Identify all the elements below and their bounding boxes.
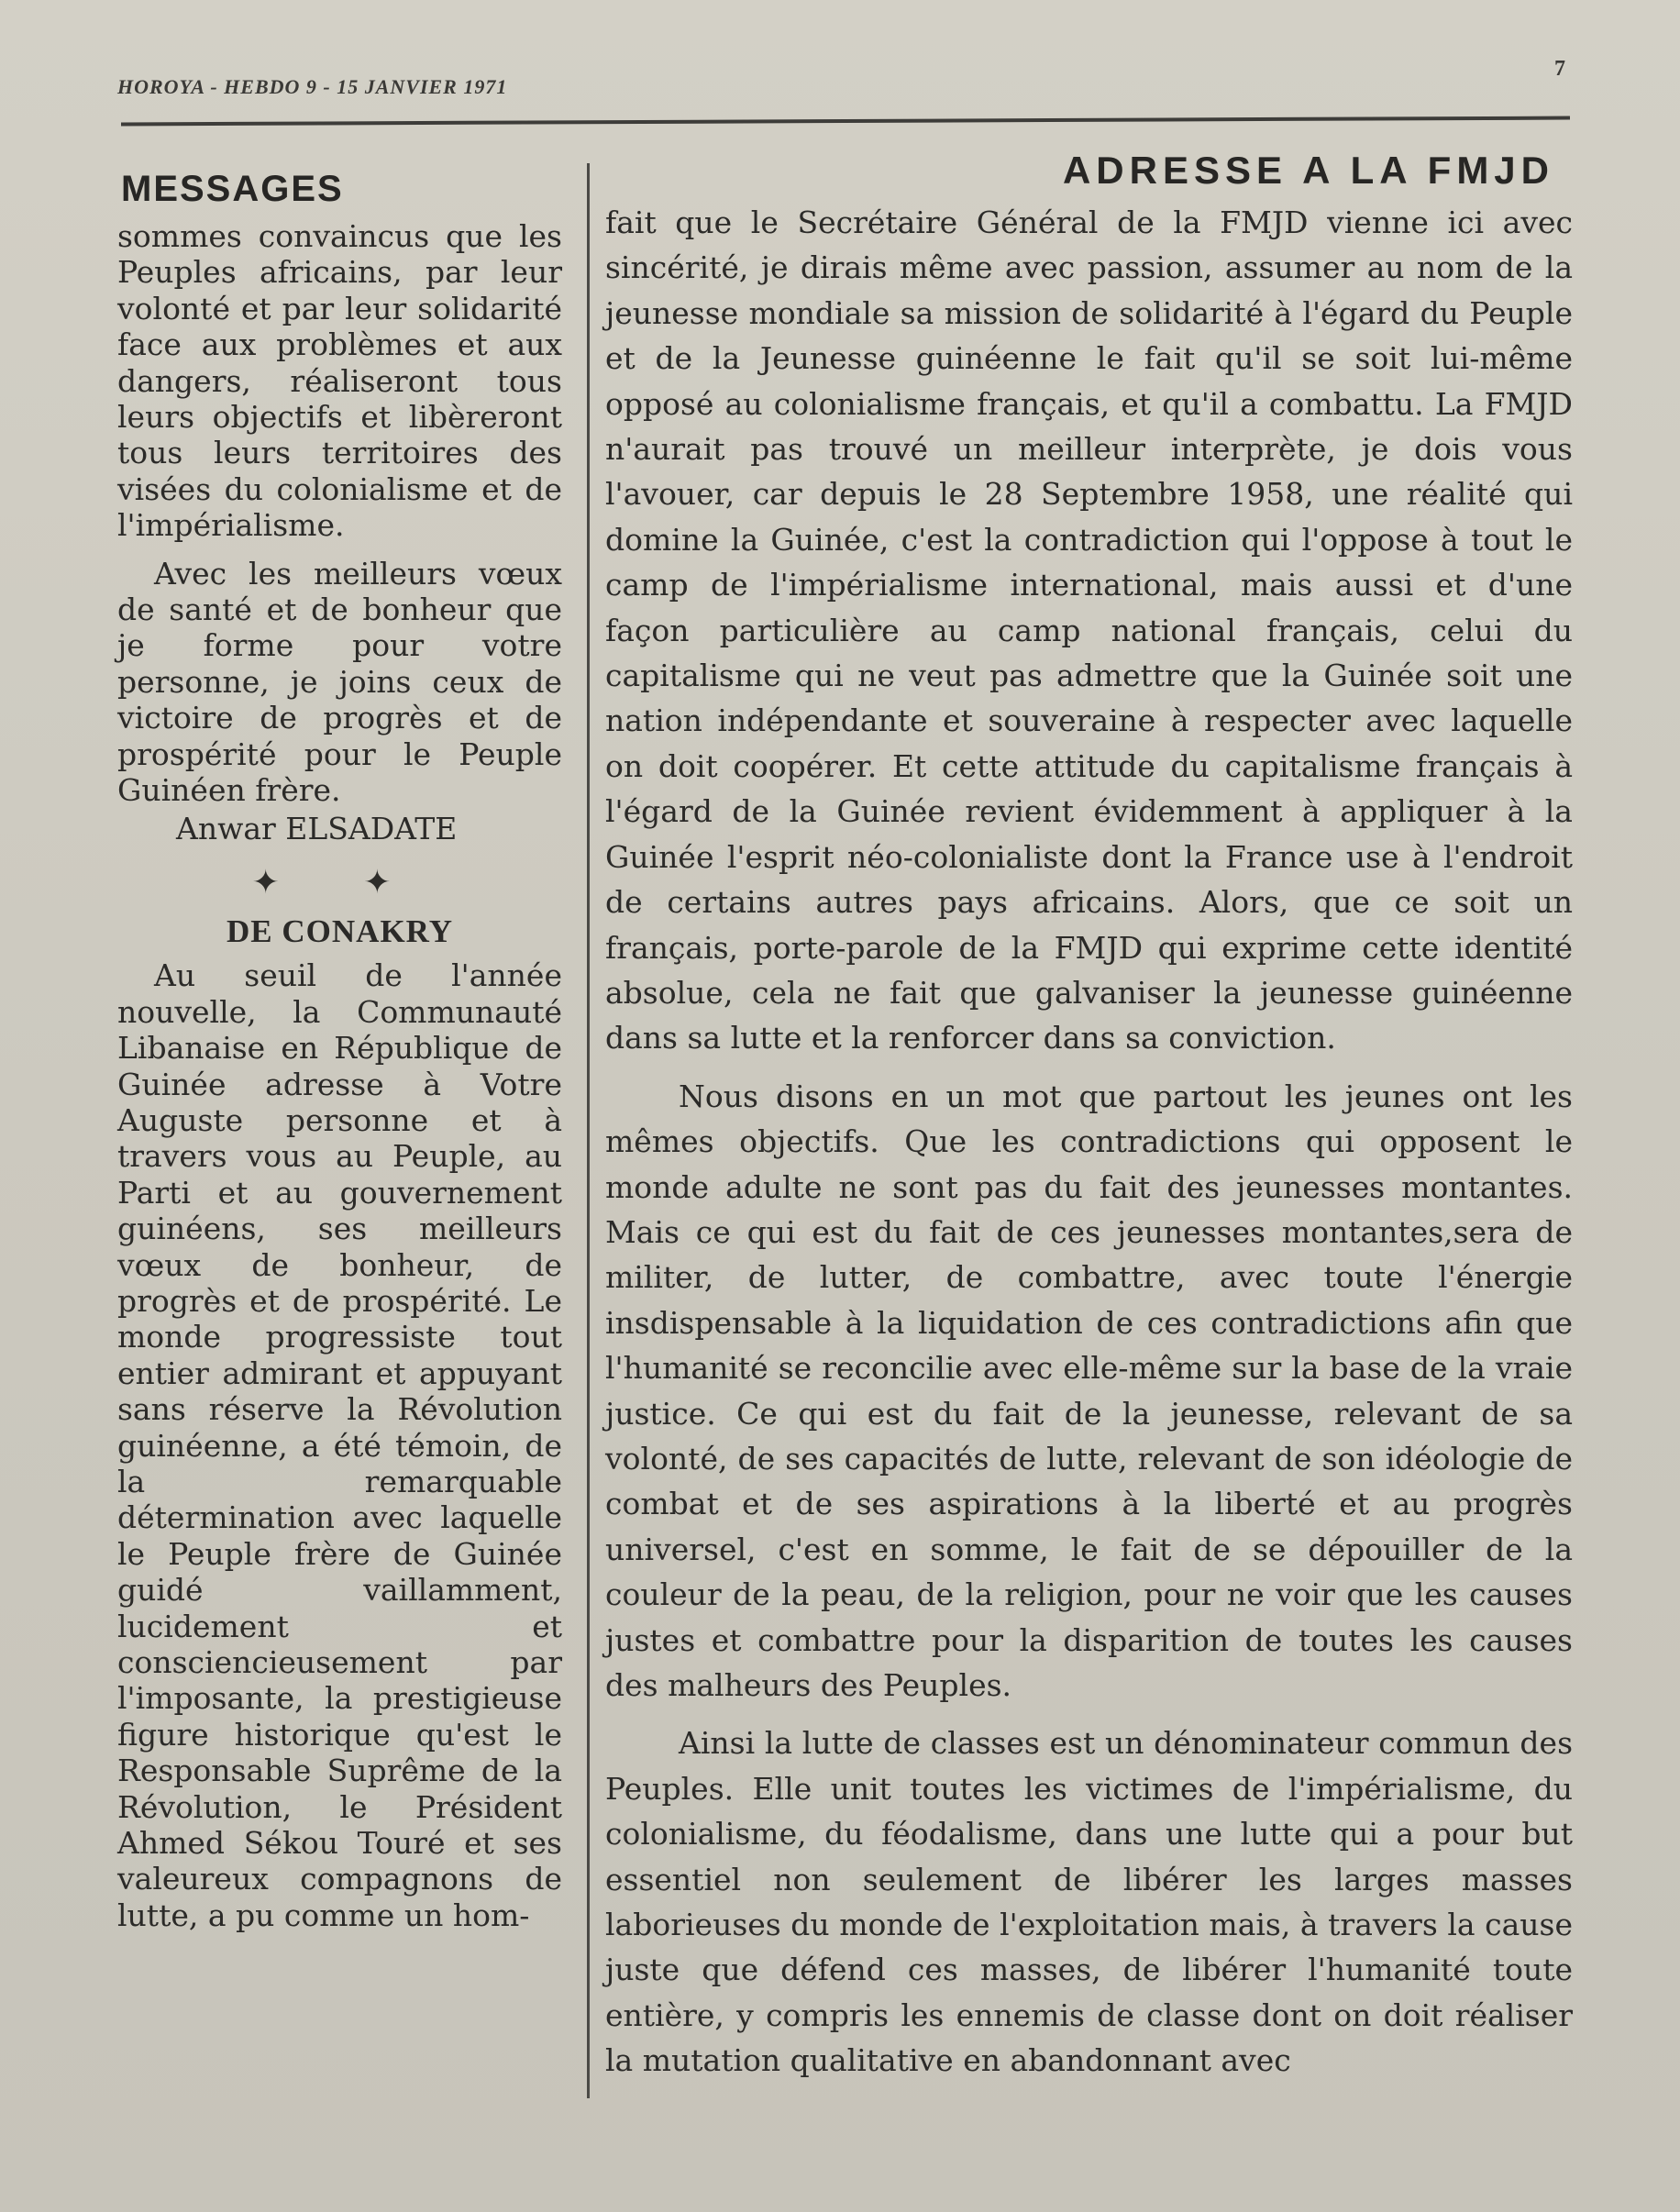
fmjd-title: ADRESSE A LA FMJD	[1062, 149, 1554, 192]
messages-paragraph-1: sommes convaincus que les Peuples africains, par leur volonté et par leur solidarité face aux problèmes et aux dangers, réaliseront tous leurs objectifs et libèreront tous leurs territoires des visées du colonialisme et de l'impérialisme.	[117, 218, 562, 544]
header-title: HOROYA - HEBDO 9 - 15 JANVIER 1971	[117, 75, 508, 98]
conakry-subheading: DE CONAKRY	[227, 913, 453, 950]
fmjd-paragraph-2: Nous disons en un mot que partout les jeunes ont les mêmes objectifs. Que les contradictions qui opposent le monde adulte ne sont pas du fait des jeunesses montantes. Mais ce qui est du fait de ces jeunesses montantes,sera de militer, de lutter, de combattre, avec toute l'énergie insdispensable à la liquidation de ces contradictions afin que l'humanité se reconcilie avec elle-même sur la base de la vraie justice. Ce qui est du fait de la jeunesse, relevant de sa volonté, de ses capacités de lutte, relevant de son idéologie de combat et de ses aspirations à la liberté et au progrès universel, c'est en somme, le fait de se dépouiller de la couleur de la peau, de la religion, pour ne voir que les causes justes et combattre pour la disparition de toutes les causes des malheurs des Peuples.	[605, 1078, 1573, 1703]
separator-stars: ✦ ✦	[251, 863, 428, 901]
messages-paragraph-2: Avec les meilleurs vœux de santé et de bonheur que je forme pour votre personne, je joins ceux de victoire de progrès et de prospérité pour le Peuple Guinéen frère.	[117, 555, 562, 809]
messages-title: MESSAGES	[121, 169, 344, 209]
page-header	[117, 57, 1566, 103]
fmjd-paragraph-1: fait que le Secrétaire Général de la FMJD vienne ici avec sincérité, je dirais même avec passion, assumer au nom de la jeunesse mondiale sa mission de solidarité à l'égard du Peuple et de la Jeunesse guinéenne le fait qu'il se soit lui-même opposé au colonialisme français, et qu'il a combattu. La FMJD n'aurait pas trouvé un meilleur interprète, je dois vous l'avouer, car depuis le 28 Septembre 1958, une réalité qui domine la Guinée, c'est la contradiction qui l'oppose à tout le camp de l'impérialisme international, mais aussi et d'une façon particulière au camp national français, celui du capitalisme qui ne veut pas admettre que la Guinée soit une nation indépendante et souveraine à respecter avec laquelle on doit coopérer. Et cette attitude du capitalisme français à l'égard de la Guinée revient évidemment à appliquer à la Guinée l'esprit néo-colonialiste dont la France use à l'endroit de certains autres pays africains. Alors, que ce soit un français, porte-parole de la FMJD qui exprime cette identité absolue, cela ne fait que galvaniser la jeunesse guinéenne dans sa lutte et la renforcer dans sa conviction.	[605, 205, 1573, 1056]
left-column	[117, 163, 562, 1933]
conakry-paragraph: Au seuil de l'année nouvelle, la Communauté Libanaise en République de Guinée adresse à Votre Auguste personne et à travers vous au Peuple, au Parti et au gouvernement guinéens, ses meilleurs vœux de bonheur, de progrès et de prospérité. Le monde progressiste tout entier admirant et appuyant sans réserve la Révolution guinéenne, a été témoin, de la remarquable détermination avec laquelle le Peuple frère de Guinée guidé vaillamment, lucidement et consciencieusement par l'imposante, la prestigieuse figure historique qu'est le Responsable Suprême de la Révolution, le Président Ahmed Sékou Touré et ses valeureux compagnons de lutte, a pu comme un hom-	[117, 957, 562, 1933]
signature: Anwar ELSADATE	[176, 810, 458, 846]
page-number: 7	[1554, 57, 1566, 81]
right-column	[605, 145, 1573, 2084]
header-rule	[121, 116, 1570, 127]
column-divider	[587, 163, 590, 2098]
fmjd-paragraph-3: Ainsi la lutte de classes est un dénominateur commun des Peuples. Elle unit toutes les victimes de l'impérialisme, du colonialisme, du féodalisme, dans une lutte qui a pour but essentiel non seulement de libérer les larges masses laborieuses du monde de l'exploitation mais, à travers la cause juste que défend ces masses, de libérer l'humanité toute entière, y compris les ennemis de classe dont on doit réaliser la mutation qualitative en abandonnant avec	[605, 1725, 1573, 2079]
